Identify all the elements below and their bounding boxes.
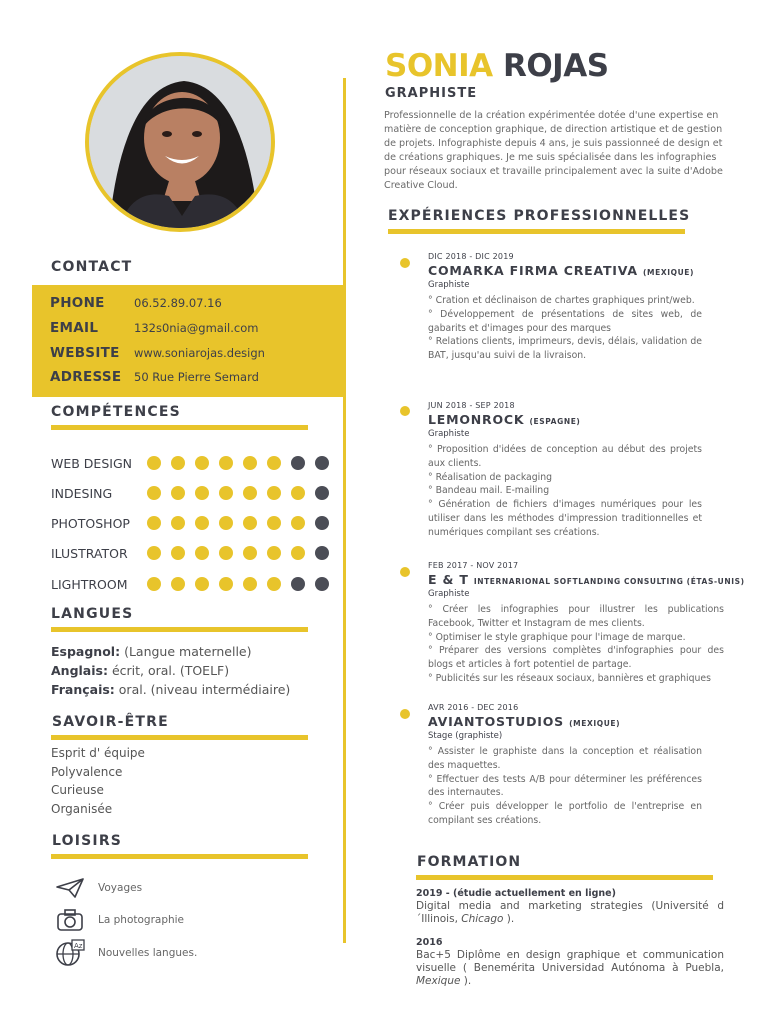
hobby-item <box>54 906 184 934</box>
skill-name: LIGHTROOM <box>51 576 128 592</box>
address-value: 50 Rue Pierre Semard <box>134 370 259 384</box>
contact-label: EMAIL <box>50 320 99 336</box>
job-bullet: ° Réalisation de packaging <box>428 471 553 483</box>
job-bullet: ° Publicités sur les réseaux sociaux, bannières et graphiques <box>428 672 711 684</box>
job-entry <box>428 401 702 540</box>
skill-name: PHOTOSHOP <box>51 515 130 531</box>
job-company <box>428 263 702 278</box>
contact-heading: CONTACT <box>51 259 133 275</box>
job-entry <box>428 252 702 363</box>
skill-row <box>51 485 331 501</box>
company-country: (ESPAGNE) <box>529 417 581 426</box>
skill-dot-filled <box>171 516 185 530</box>
company-name: LEMONROCK <box>428 412 525 427</box>
last-name: ROJAS <box>502 48 609 84</box>
contact-label: WEBSITE <box>50 345 120 361</box>
job-bullet: ° Relations clients, imprimeurs, devis, délais, validation de BAT, jusqu'au suivi de la livraison. <box>428 336 702 362</box>
language-level: écrit, oral. (TOELF) <box>107 663 230 678</box>
job-bullet: ° Développement de présentations de sites web, de gabarits et d'images pour des marques <box>428 308 702 334</box>
experience-heading: EXPÉRIENCES PROFESSIONNELLES <box>388 208 691 224</box>
skill-row <box>51 455 331 471</box>
skill-dot-filled <box>219 516 233 530</box>
skill-dot-filled <box>171 546 185 560</box>
job-bullet: ° Créer puis développer le portfolio de l'entreprise en compilant ses créations. <box>428 801 702 826</box>
skill-dot-filled <box>219 546 233 560</box>
language-item <box>51 644 251 659</box>
job-entry <box>428 561 745 686</box>
skill-name: WEB DESIGN <box>51 455 132 471</box>
skill-dot-filled <box>267 516 281 530</box>
soft-skill-item: Polyvalence <box>51 765 123 779</box>
education-location: Chicago <box>461 913 504 925</box>
education-item <box>416 887 724 926</box>
skill-dot-empty <box>315 577 329 591</box>
job-bullet: ° Bandeau mail. E-mailing <box>428 485 550 497</box>
job-dates: DIC 2018 - DIC 2019 <box>428 252 514 261</box>
hobby-item <box>54 939 197 967</box>
skill-dot-filled <box>195 516 209 530</box>
job-bullet: ° Optimiser le style graphique pour l'image de marque. <box>428 631 686 643</box>
skill-dot-filled <box>147 546 161 560</box>
skill-dot-filled <box>147 577 161 591</box>
timeline-dot <box>400 567 410 577</box>
job-description <box>428 294 702 363</box>
skill-row <box>51 545 331 561</box>
contact-row-email <box>50 318 258 338</box>
skill-row <box>51 576 331 592</box>
job-bullet: ° Proposition d'idées de conception au début des projets aux clients. <box>428 444 702 469</box>
skills-heading: COMPÉTENCES <box>51 404 181 420</box>
profile-photo-illustration <box>89 56 271 228</box>
job-dates: AVR 2016 - DEC 2016 <box>428 703 519 712</box>
skill-name: ILUSTRATOR <box>51 545 128 561</box>
skill-dot-filled <box>219 486 233 500</box>
job-bullet: ° Créer les infographies pour illustrer les publications Facebook, Twitter et Instagram de mes clients. <box>428 604 724 629</box>
job-description <box>428 745 702 828</box>
education-location: Mexique <box>416 975 461 987</box>
skill-dot-filled <box>195 546 209 560</box>
education-year: 2016 <box>416 937 443 948</box>
skill-dot-filled <box>291 546 305 560</box>
globe-language-icon <box>54 939 86 967</box>
job-bullet: ° Effectuer des tests A/B pour déterminer les préférences des internautes. <box>428 773 702 799</box>
skill-dot-filled <box>195 486 209 500</box>
website-link[interactable]: www.soniarojas.design <box>134 346 265 360</box>
skill-dot-filled <box>243 456 257 470</box>
language-name: Français: <box>51 682 115 697</box>
language-name: Espagnol: <box>51 644 121 659</box>
skill-dot-filled <box>219 456 233 470</box>
contact-row-website <box>50 343 265 363</box>
profile-photo <box>85 52 275 232</box>
skill-dot-empty <box>315 486 329 500</box>
job-title: GRAPHISTE <box>385 86 478 101</box>
contact-row-address <box>50 367 259 387</box>
skill-dot-filled <box>171 486 185 500</box>
soft-skill-item: Curieuse <box>51 783 104 797</box>
job-entry <box>428 703 702 828</box>
hobby-label: Voyages <box>98 882 143 894</box>
svg-text:Az: Az <box>74 942 83 950</box>
skill-dot-empty <box>315 456 329 470</box>
skill-rating <box>147 577 329 591</box>
job-bullet: ° Cration et déclinaison de chartes graphiques print/web. <box>428 295 695 306</box>
skill-dot-filled <box>267 456 281 470</box>
skills-underline <box>51 425 308 430</box>
hobby-label: La photographie <box>98 914 185 926</box>
phone-value[interactable]: 06.52.89.07.16 <box>134 296 222 310</box>
skill-dot-empty <box>291 456 305 470</box>
name-title <box>385 48 609 84</box>
camera-icon <box>54 906 86 934</box>
contact-row-phone <box>50 293 222 313</box>
education-tail: ). <box>460 975 472 987</box>
skill-dot-filled <box>147 456 161 470</box>
column-divider <box>343 78 346 943</box>
skill-dot-filled <box>291 486 305 500</box>
skill-dot-filled <box>291 516 305 530</box>
soft-skill-item: Esprit d' équipe <box>51 746 145 760</box>
skill-dot-empty <box>315 516 329 530</box>
skill-rating <box>147 486 329 500</box>
job-role: Graphiste <box>428 280 470 290</box>
soft-skills-heading: SAVOIR-ÊTRE <box>52 714 169 730</box>
language-level: oral. (niveau intermédiaire) <box>114 682 291 697</box>
skill-dot-filled <box>267 577 281 591</box>
skill-dot-filled <box>219 577 233 591</box>
skill-dot-filled <box>171 456 185 470</box>
company-name: COMARKA FIRMA CREATIVA <box>428 263 638 278</box>
timeline-dot <box>400 709 410 719</box>
hobby-label: Nouvelles langues. <box>98 947 198 959</box>
skill-dot-filled <box>195 577 209 591</box>
skill-dot-filled <box>147 486 161 500</box>
job-company <box>428 572 745 587</box>
skill-dot-empty <box>291 577 305 591</box>
soft-skill-item: Organisée <box>51 802 113 816</box>
skill-dot-filled <box>147 516 161 530</box>
language-item <box>51 663 229 678</box>
soft-skills-underline <box>51 735 308 740</box>
education-tail: ). <box>503 913 515 925</box>
job-bullet: ° Assister le graphiste dans la conception et réalisation des maquettes. <box>428 746 702 771</box>
skill-dot-filled <box>195 456 209 470</box>
email-link[interactable]: 132s0nia@gmail.com <box>134 321 259 335</box>
skill-dot-filled <box>243 516 257 530</box>
languages-heading: LANGUES <box>51 606 134 622</box>
skill-rating <box>147 546 329 560</box>
skill-dot-filled <box>243 577 257 591</box>
profile-summary: Professionnelle de la création expérimentée dotée d'une expertise en matière de conception graphique, de direction artistique et de gestion de projets. Infographiste depuis 4 ans, je suis passionneé de design et de créations graphiques. Je me suis spécialisée dans les infographies pour réseaux sociaux et travaille principalement avec la suite d'Adobe Creative Cloud. <box>384 110 723 191</box>
education-description <box>416 900 724 926</box>
company-name: AVIANTOSTUDIOS <box>428 714 564 729</box>
language-item <box>51 682 290 697</box>
contact-label: PHONE <box>50 295 105 311</box>
hobby-item <box>54 874 142 902</box>
skill-dot-filled <box>243 546 257 560</box>
skill-dot-filled <box>171 577 185 591</box>
first-name: SONIA <box>385 48 493 84</box>
timeline-dot <box>400 406 410 416</box>
education-heading: FORMATION <box>417 854 522 870</box>
skill-dot-filled <box>267 546 281 560</box>
hobbies-underline <box>51 854 308 859</box>
skill-dot-filled <box>267 486 281 500</box>
hobbies-heading: LOISIRS <box>52 833 123 849</box>
job-role: Graphiste <box>428 429 470 439</box>
company-name: E & T <box>428 572 469 587</box>
paper-plane-icon <box>54 874 86 902</box>
education-underline <box>416 875 713 880</box>
company-country: (MEXIQUE) <box>643 268 695 277</box>
job-bullet: ° Préparer des versions complètes d'infographies pour des blogs et articles à fort potentiel de partage. <box>428 645 724 671</box>
job-company <box>428 714 702 729</box>
language-name: Anglais: <box>51 663 108 678</box>
language-level: (Langue maternelle) <box>120 644 252 659</box>
education-item <box>416 936 724 988</box>
skill-dot-empty <box>315 546 329 560</box>
education-description <box>416 949 724 988</box>
job-bullet: ° Génération de fichiers d'images numériques pour les utiliser dans les méthodes d'impression traditionnelles et numériques compilant ses créations. <box>428 499 702 538</box>
experience-underline <box>388 229 685 234</box>
job-role: Stage (graphiste) <box>428 731 503 741</box>
job-role: Graphiste <box>428 589 470 599</box>
job-dates: FEB 2017 - NOV 2017 <box>428 561 519 570</box>
job-company <box>428 412 702 427</box>
timeline-dot <box>400 258 410 268</box>
job-description <box>428 603 724 686</box>
skill-rating <box>147 456 329 470</box>
skill-rating <box>147 516 329 530</box>
skill-row <box>51 515 331 531</box>
contact-box <box>32 285 344 397</box>
languages-underline <box>51 627 308 632</box>
job-description <box>428 443 702 540</box>
company-country: (MEXIQUE) <box>569 719 621 728</box>
contact-label: ADRESSE <box>50 369 122 385</box>
job-dates: JUN 2018 - SEP 2018 <box>428 401 515 410</box>
education-year: 2019 - (étudie actuellement en ligne) <box>416 888 616 899</box>
company-country: INTERNARIONAL SOFTLANDING CONSULTING (ÉTAS-UNIS) <box>473 577 745 586</box>
education-text: Digital media and marketing strategies (Université d´Illinois, <box>416 900 724 925</box>
skill-dot-filled <box>243 486 257 500</box>
education-text: Bac+5 Diplôme en design graphique et communication visuelle ( Benemérita Universidad Autónoma à Puebla, <box>416 949 724 974</box>
skill-name: INDESING <box>51 485 113 501</box>
